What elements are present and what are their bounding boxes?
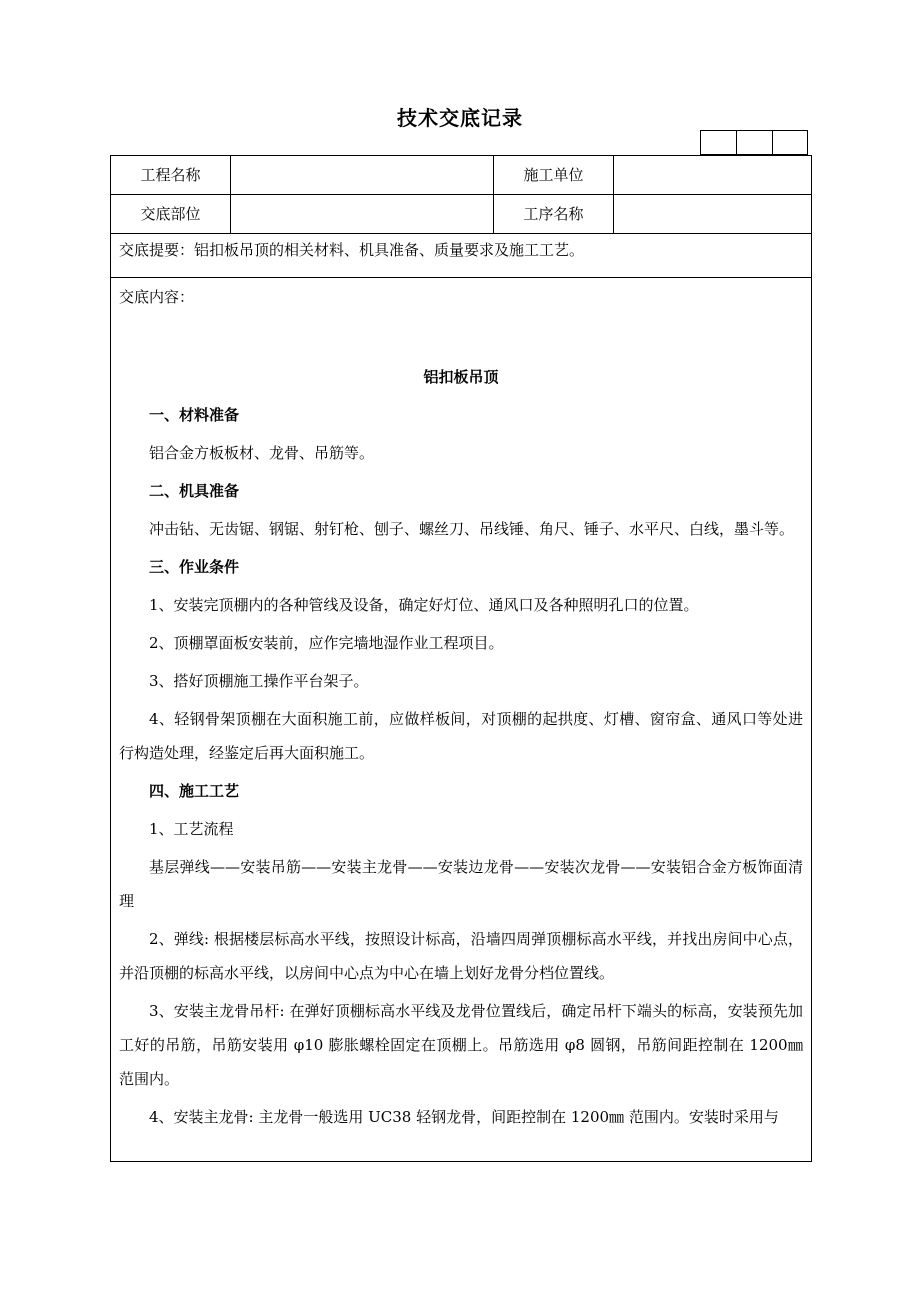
paragraph: 1、安装完顶棚内的各种管线及设备，确定好灯位、通风口及各种照明孔口的位置。 <box>149 596 699 614</box>
paragraph: 基层弹线——安装吊筋——安装主龙骨——安装边龙骨——安装次龙骨——安装铝合金方板饰面清理 <box>119 858 803 910</box>
disclosure-part-label: 交底部位 <box>111 195 231 233</box>
paragraph: 铝合金方板板材、龙骨、吊筋等。 <box>149 444 375 462</box>
paragraph: 4、轻钢骨架顶棚在大面积施工前，应做样板间，对顶棚的起拱度、灯槽、窗帘盒、通风口等处进行构造处理，经鉴定后再大面积施工。 <box>119 710 803 762</box>
document-title: 技术交底记录 <box>397 106 523 130</box>
section-heading: 三、作业条件 <box>149 558 240 576</box>
section-heading: 四、施工工艺 <box>149 782 240 800</box>
content-blocks <box>119 398 803 1134</box>
construction-unit-label: 施工单位 <box>494 156 614 194</box>
disclosure-summary: 交底提要：铝扣板吊顶的相关材料、机具准备、质量要求及施工工艺。 <box>111 234 811 278</box>
section-title: 铝扣板吊顶 <box>423 368 499 386</box>
content-label: 交底内容： <box>119 288 195 306</box>
record-number-box[interactable] <box>736 130 772 155</box>
section-heading: 二、机具准备 <box>149 482 240 500</box>
paragraph: 3、搭好顶棚施工操作平台架子。 <box>149 672 369 690</box>
paragraph: 1、工艺流程 <box>149 820 234 838</box>
record-number-boxes <box>700 130 808 155</box>
record-number-box[interactable] <box>772 130 808 155</box>
process-name-field[interactable] <box>614 195 811 233</box>
paragraph: 4、安装主龙骨: 主龙骨一般选用 UC38 轻钢龙骨，间距控制在 1200㎜ 范围内。安装时采用与 <box>149 1108 779 1126</box>
section-heading: 一、材料准备 <box>149 406 240 424</box>
disclosure-content <box>111 278 811 1161</box>
paragraph: 3、安装主龙骨吊杆: 在弹好顶棚标高水平线及龙骨位置线后，确定吊杆下端头的标高，安装预先加工好的吊筋，吊筋安装用 φ10 膨胀螺栓固定在顶棚上。吊筋选用 φ8 圆钢，吊筋间距控制在 1200㎜ 范围内。 <box>119 1002 803 1088</box>
process-name-label: 工序名称 <box>494 195 614 233</box>
project-name-field[interactable] <box>231 156 494 194</box>
record-table <box>110 155 812 1162</box>
project-name-label: 工程名称 <box>111 156 231 194</box>
record-number-box[interactable] <box>700 130 736 155</box>
header-row <box>111 156 811 195</box>
disclosure-part-field[interactable] <box>231 195 494 233</box>
paragraph: 2、顶棚罩面板安装前，应作完墙地湿作业工程项目。 <box>149 634 504 652</box>
header-row <box>111 195 811 234</box>
paragraph: 2、弹线: 根据楼层标高水平线，按照设计标高，沿墙四周弹顶棚标高水平线，并找出房间中心点，并沿顶棚的标高水平线，以房间中心点为中心在墙上划好龙骨分档位置线。 <box>119 930 803 982</box>
construction-unit-field[interactable] <box>614 156 811 194</box>
paragraph: 冲击钻、无齿锯、钢锯、射钉枪、刨子、螺丝刀、吊线锤、角尺、锤子、水平尺、白线，墨斗等。 <box>149 520 795 538</box>
